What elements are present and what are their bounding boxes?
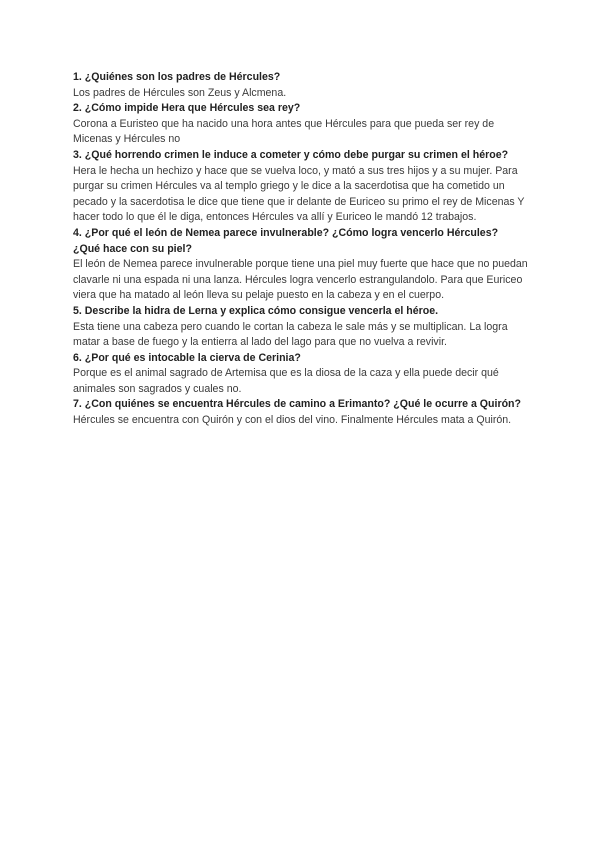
qa-item-4 xyxy=(73,226,528,304)
qa-item-1 xyxy=(73,70,528,101)
answer-5: Esta tiene una cabeza pero cuando le cortan la cabeza le sale más y se multiplican. La logra matar a base de fuego y la entierra al lado del lago para que no vuelva a revivir. xyxy=(73,320,508,349)
question-1: 1. ¿Quiénes son los padres de Hércules? xyxy=(73,71,281,83)
qa-item-5 xyxy=(73,304,528,351)
question-7: 7. ¿Con quiénes se encuentra Hércules de camino a Erimanto? ¿Qué le ocurre a Quirón? xyxy=(73,398,521,411)
question-6: 6. ¿Por qué es intocable la cierva de Cerinia? xyxy=(73,351,301,364)
question-5: 5. Describe la hidra de Lerna y explica cómo consigue vencerla el héroe. xyxy=(73,304,439,317)
answer-3: Hera le hecha un hechizo y hace que se vuelva loco, y mató a sus tres hijos y a su mujer. Para purgar su crimen Hércules va al templo griego y le dice a la sacerdotisa que ha cometido un pecado y la sacerdotisa le dice que tiene que ir delante de Euriceo su primo el rey de Micenas Y hacer todo lo que él le diga, entonces Hércules va allí y Euriceo le mandó 12 trabajos. xyxy=(73,164,525,224)
answer-7: Hércules se encuentra con Quirón y con el dios del vino. Finalmente Hércules mata a Quirón. xyxy=(73,414,512,427)
answer-4: El león de Nemea parece invulnerable porque tiene una piel muy fuerte que hace que no puedan clavarle ni una espada ni una lanza. Hércules logra vencerlo estrangulandolo. Para que Euriceo viera que ha matado al león lleva su pelaje puesto en la cabeza y en el cuerpo. xyxy=(73,258,528,302)
document-body xyxy=(73,70,528,429)
answer-1: Los padres de Hércules son Zeus y Alcmena. xyxy=(73,86,287,99)
question-2: 2. ¿Cómo impide Hera que Hércules sea rey? xyxy=(73,102,301,115)
qa-item-2 xyxy=(73,101,528,148)
qa-item-7 xyxy=(73,397,528,428)
answer-2: Corona a Euristeo que ha nacido una hora antes que Hércules para que pueda ser rey de Micenas y Hércules no xyxy=(73,117,495,146)
question-4: 4. ¿Por qué el león de Nemea parece invulnerable? ¿Cómo logra vencerlo Hércules? ¿Qué hace con su piel? xyxy=(73,226,499,255)
qa-item-3 xyxy=(73,148,528,226)
answer-6: Porque es el animal sagrado de Artemisa que es la diosa de la caza y ella puede decir qué animales son sagrados y cuales no. xyxy=(73,367,499,395)
qa-item-6 xyxy=(73,351,528,398)
question-3: 3. ¿Qué horrendo crimen le induce a cometer y cómo debe purgar su crimen el héroe? xyxy=(73,148,509,161)
